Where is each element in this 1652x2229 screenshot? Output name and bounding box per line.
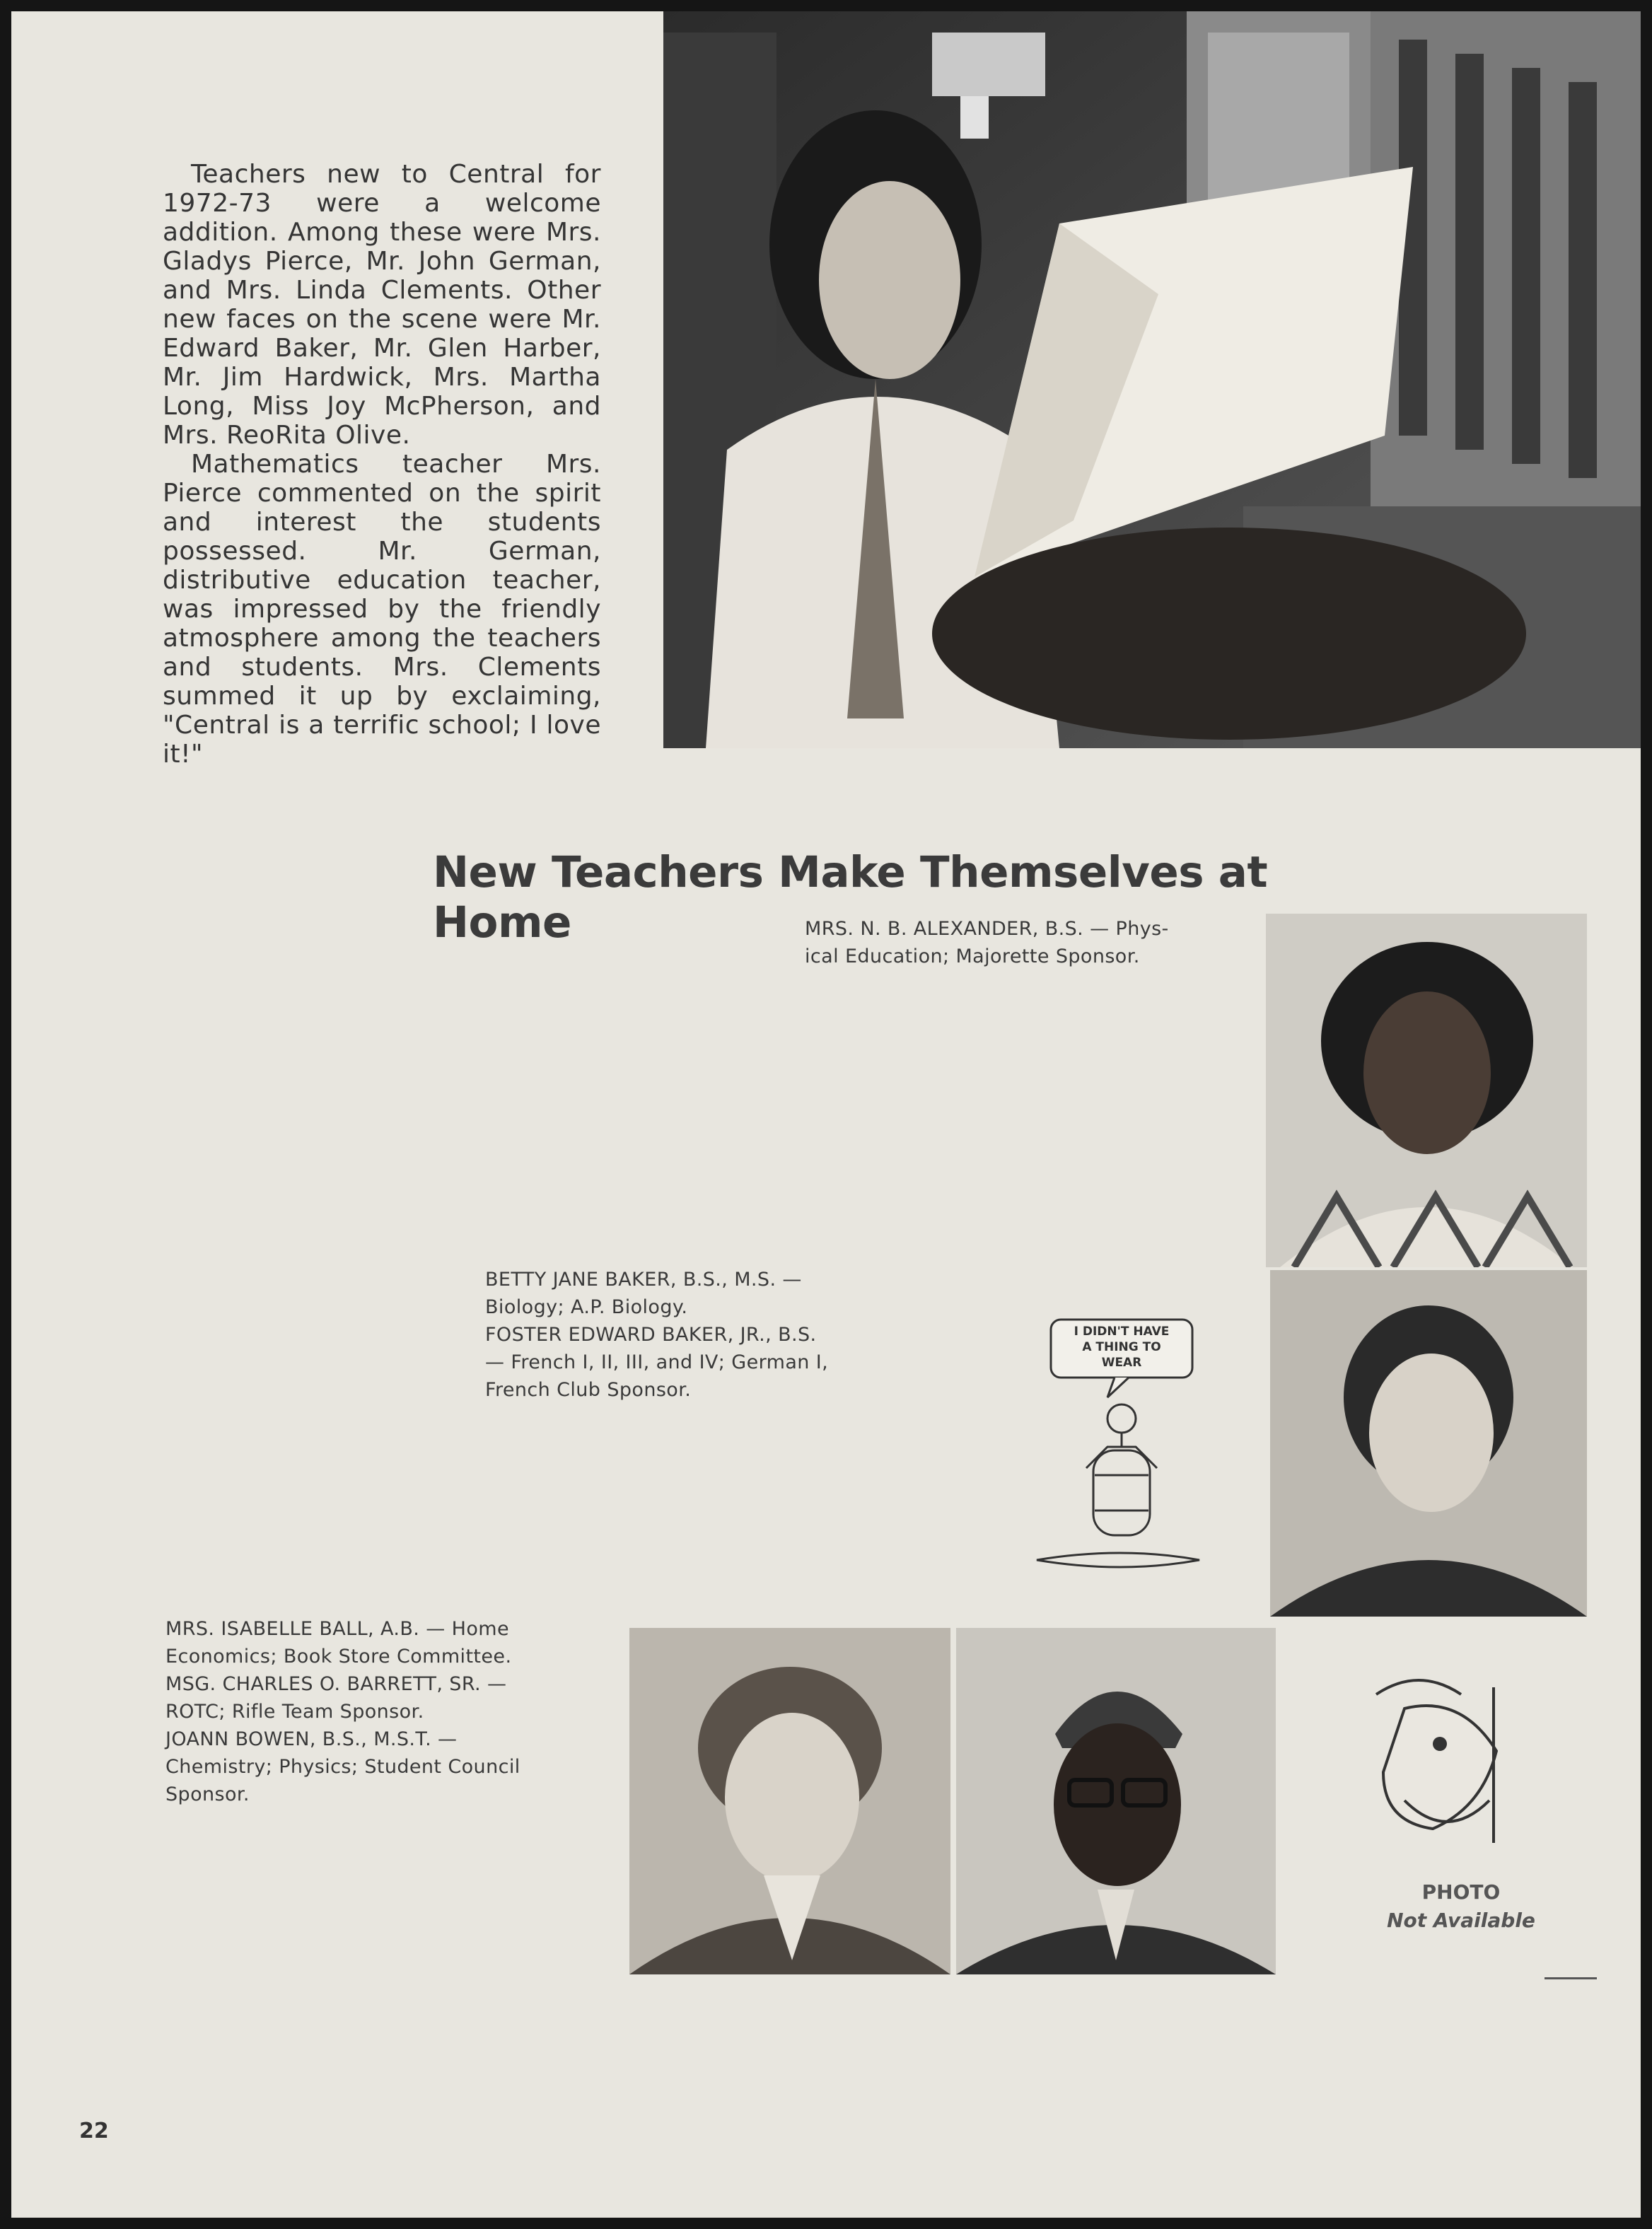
portrait-ball: [629, 1628, 950, 1974]
caption-line: JOANN BOWEN, B.S., M.S.T. —: [165, 1728, 458, 1750]
caption-line: ical Education; Majorette Sponsor.: [805, 945, 1140, 967]
intro-paragraph-2: Mathematics teacher Mrs. Pierce commented on the spirit and interest the students possessed. Mr. German, distributive education teacher, was impressed by the friendly atmosphere among the teachers and students. Mrs. Clements summed it up by exclaiming, "Central is a terrific school; I love it!": [163, 450, 601, 769]
page-number: 22: [79, 2119, 109, 2143]
caption-line: French Club Sponsor.: [485, 1379, 692, 1401]
intro-text: [163, 160, 601, 769]
frog-cartoon-illustration: [1355, 1666, 1525, 1850]
caption-line: FOSTER EDWARD BAKER, JR., B.S.: [485, 1324, 817, 1346]
portrait-baker: [1270, 1270, 1587, 1617]
caption-alexander: [805, 915, 1215, 970]
headline: New Teachers Make Themselves at Home: [433, 847, 1268, 948]
speech-line: A THING TO: [1082, 1340, 1161, 1354]
portrait-barrett: [956, 1628, 1276, 1974]
caption-line: BETTY JANE BAKER, B.S., M.S. —: [485, 1269, 802, 1291]
portrait-alexander: [1266, 914, 1587, 1267]
newspaper-scene-illustration: [663, 11, 1641, 748]
caption-line: MRS. N. B. ALEXANDER, B.S. — Phys-: [805, 918, 1169, 940]
photo-label-line2: Not Available: [1387, 1909, 1535, 1932]
yearbook-page: [11, 11, 1641, 2218]
caption-line: MSG. CHARLES O. BARRETT, SR. —: [165, 1673, 507, 1695]
caption-line: Sponsor.: [165, 1783, 250, 1805]
speech-line: WEAR: [1101, 1356, 1142, 1370]
portrait-alexander-illustration: [1266, 914, 1587, 1267]
portrait-baker-illustration: [1270, 1270, 1587, 1617]
caption-baker: [485, 1266, 888, 1404]
photo-teacher-reading-newspaper: [663, 11, 1641, 748]
photo-not-available-label: [1376, 1878, 1546, 1935]
caption-line: Chemistry; Physics; Student Council: [165, 1756, 520, 1778]
photo-not-available-cartoon: [1355, 1666, 1525, 1850]
portrait-ball-illustration: [629, 1628, 950, 1974]
caption-line: Biology; A.P. Biology.: [485, 1296, 688, 1318]
caption-ball: [165, 1615, 569, 1808]
portrait-barrett-illustration: [956, 1628, 1276, 1974]
divider-rule: [1545, 1977, 1597, 1979]
speech-line: I DIDN'T HAVE: [1074, 1325, 1170, 1339]
caption-line: MRS. ISABELLE BALL, A.B. — Home: [165, 1618, 509, 1640]
photo-label-line1: PHOTO: [1421, 1880, 1501, 1904]
intro-paragraph-1: Teachers new to Central for 1972-73 were a welcome addition. Among these were Mrs. Gladys Pierce, Mr. John German, and Mrs. Linda Clements. Other new faces on the scene were Mr. Edward Baker, Mr. Glen Harber, Mr. Jim Hardwick, Mrs. Martha Long, Miss Joy McPherson, and Mrs. ReoRita Olive.: [163, 160, 601, 450]
caption-line: Economics; Book Store Committee.: [165, 1646, 512, 1668]
cartoon-speech-text: [1051, 1324, 1192, 1370]
caption-line: — French I, II, III, and IV; German I,: [485, 1351, 829, 1373]
caption-line: ROTC; Rifle Team Sponsor.: [165, 1701, 424, 1723]
